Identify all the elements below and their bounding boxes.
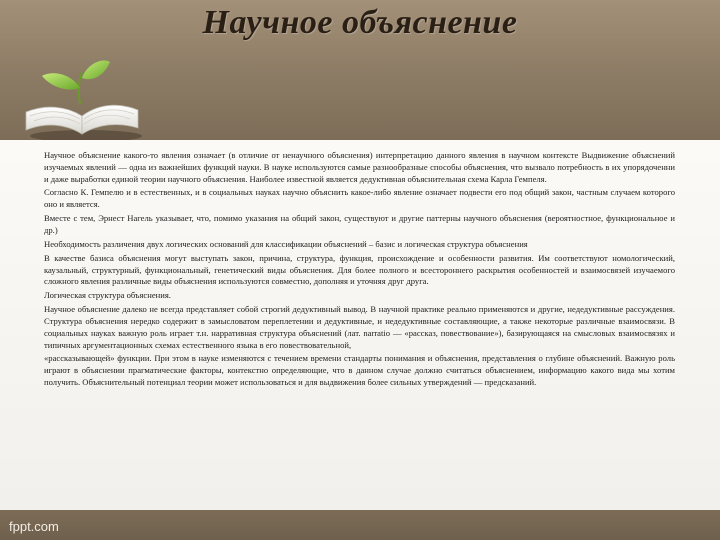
paragraph: Необходимость различения двух логических оснований для классификации объяснений – базис и логическая структура объяснения bbox=[44, 238, 528, 249]
body-text bbox=[44, 150, 675, 391]
slide-title: Научное объяснение bbox=[202, 4, 518, 41]
paragraph: Согласно К. Гемпелю и в естественных, и в социальных науках научно объяснить какое-либо явление означает подвести его под общий закон, частным случаем которого оно и является. bbox=[44, 187, 675, 210]
paragraph: В качестве базиса объяснения могут выступать закон, причина, структура, функция, происхождение и особенности развития. Им соответствуют номологический, каузальный, структурный, функциональный, генетический виды объяснения. Для более полного и всестороннего раскрытия особенностей и взаимосвязей изучаемого сложного явления различные виды объяснения используются совместно, дополняя и уточняя друг друга. bbox=[44, 252, 675, 287]
footer-logo: fppt.com bbox=[9, 519, 59, 534]
paragraph: Научное объяснение далеко не всегда представляет собой строгий дедуктивный вывод. В научной практике реально применяются и другие, недедуктивные рассуждения. Структура объяснения нередко содержит в замысловатом переплетении и дедуктивные, и недедуктивные составляющие, а также некоторые различные взаимосвязи. В социальных науках важную роль играет т.н. нарративная структура объяснений (лат. narratio — «рассказ, повествование»), базирующаяся на смысловых взаимосвязях и типичных аргументационных схемах естественного языка в его повествовательной, bbox=[44, 304, 675, 350]
paragraph: «рассказывающей» функции. При этом в науке изменяются с течением времени стандарты понимания и объяснения, представления о глубине объяснений. Важную роль играют в объяснении прагматические факторы, контекстно определяющие, что в данном случае должно считаться объяснением, информацию какого вида мы хотим получить. Объяснительный потенциал теории может использоваться и для выдвижения более сильных утверждений — предсказаний. bbox=[44, 353, 675, 387]
paragraph: Научное объяснение какого-то явления означает (в отличие от ненаучного объяснения) интерпретацию данного явления в научном контексте Выдвижение объяснений изучаемых явлений — одна из важнейших функций науки. В науке используются самые разнообразные способы объяснения, что вызвало потребность в их упорядоченни и даже выработки единой теории научного объяснения. Наиболее известной является дедуктивная объяснительная схема Карла Гемпеля. bbox=[44, 150, 675, 184]
paragraph: Логическая структура объяснения. bbox=[44, 290, 171, 301]
paragraph: Вместе с тем, Эрнест Нагель указывает, что, помимо указания на общий закон, существуют и другие паттерны научного объяснения (вероятностное, функциональное и др.) bbox=[44, 213, 675, 235]
slide-footer bbox=[0, 510, 720, 540]
open-book-with-sprout-icon bbox=[18, 52, 148, 147]
